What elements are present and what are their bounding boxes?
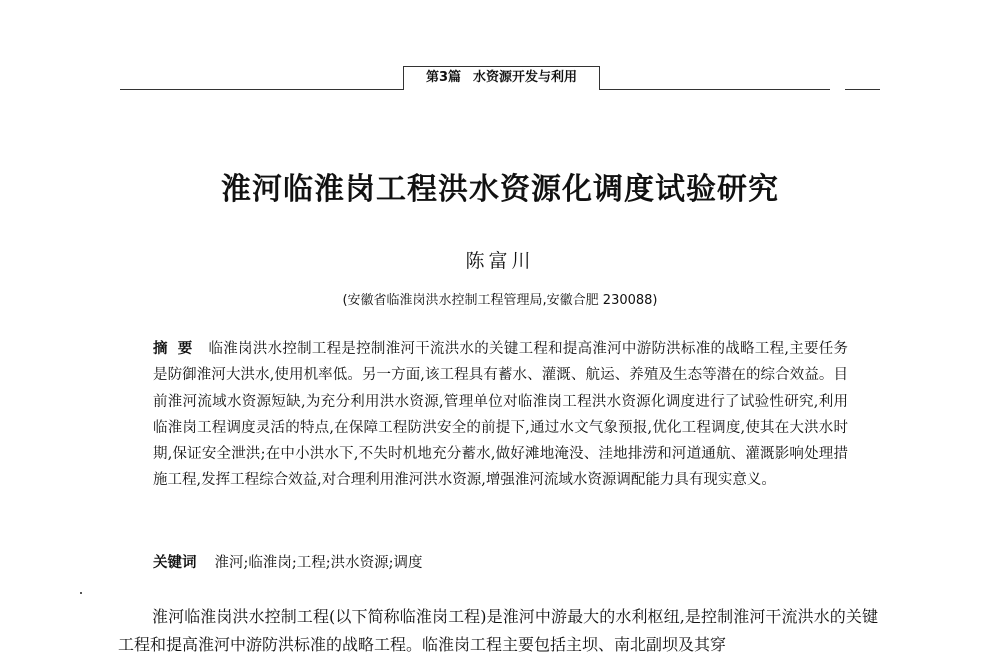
section-number: 第3篇: [425, 70, 462, 85]
article-title: 淮河临淮岗工程洪水资源化调度试验研究: [221, 172, 779, 207]
author-affiliation: (安徽省临淮岗洪水控制工程管理局,安徽合肥 230088): [342, 293, 658, 308]
header-rule-far: [845, 89, 880, 90]
abstract: [153, 336, 848, 494]
header-rule-left: [120, 89, 403, 90]
keywords-label: 关键词: [153, 555, 197, 571]
abstract-label: 摘要: [153, 341, 203, 357]
keywords-text: 淮河;临淮岗;工程;洪水资源;调度: [214, 555, 423, 571]
keywords: [153, 551, 848, 575]
abstract-text: 临淮岗洪水控制工程是控制淮河干流洪水的关键工程和提高淮河中游防洪标准的战略工程,主要任务是防御淮河大洪水,使用机率低。另一方面,该工程具有蓄水、灌溉、航运、养殖及生态等潜在的综合效益。目前淮河流域水资源短缺,为充分利用洪水资源,管理单位对临淮岗工程洪水资源化调度进行了试验性研究,利用临淮岗工程调度灵活的特点,在保障工程防洪安全的前提下,通过水文气象预报,优化工程调度,使其在大洪水时期,保证安全泄洪;在中小洪水下,不失时机地充分蓄水,做好滩地淹没、洼地排涝和河道通航、灌溉影响处理措施工程,发挥工程综合效益,对合理利用淮河洪水资源,增强淮河流域水资源调配能力具有现实意义。: [153, 341, 848, 489]
section-title: 水资源开发与利用: [473, 70, 578, 85]
header-rule-right: [600, 89, 830, 90]
body-paragraph: 淮河临淮岗洪水控制工程(以下简称临淮岗工程)是淮河中游最大的水利枢纽,是控制淮河干流洪水的关键工程和提高淮河中游防洪标准的战略工程。临淮岗工程主要包括主坝、南北副坝及其穿: [118, 607, 878, 654]
scan-speck: [80, 592, 82, 594]
section-header: [403, 66, 600, 90]
article-author: 陈富川: [465, 250, 535, 272]
